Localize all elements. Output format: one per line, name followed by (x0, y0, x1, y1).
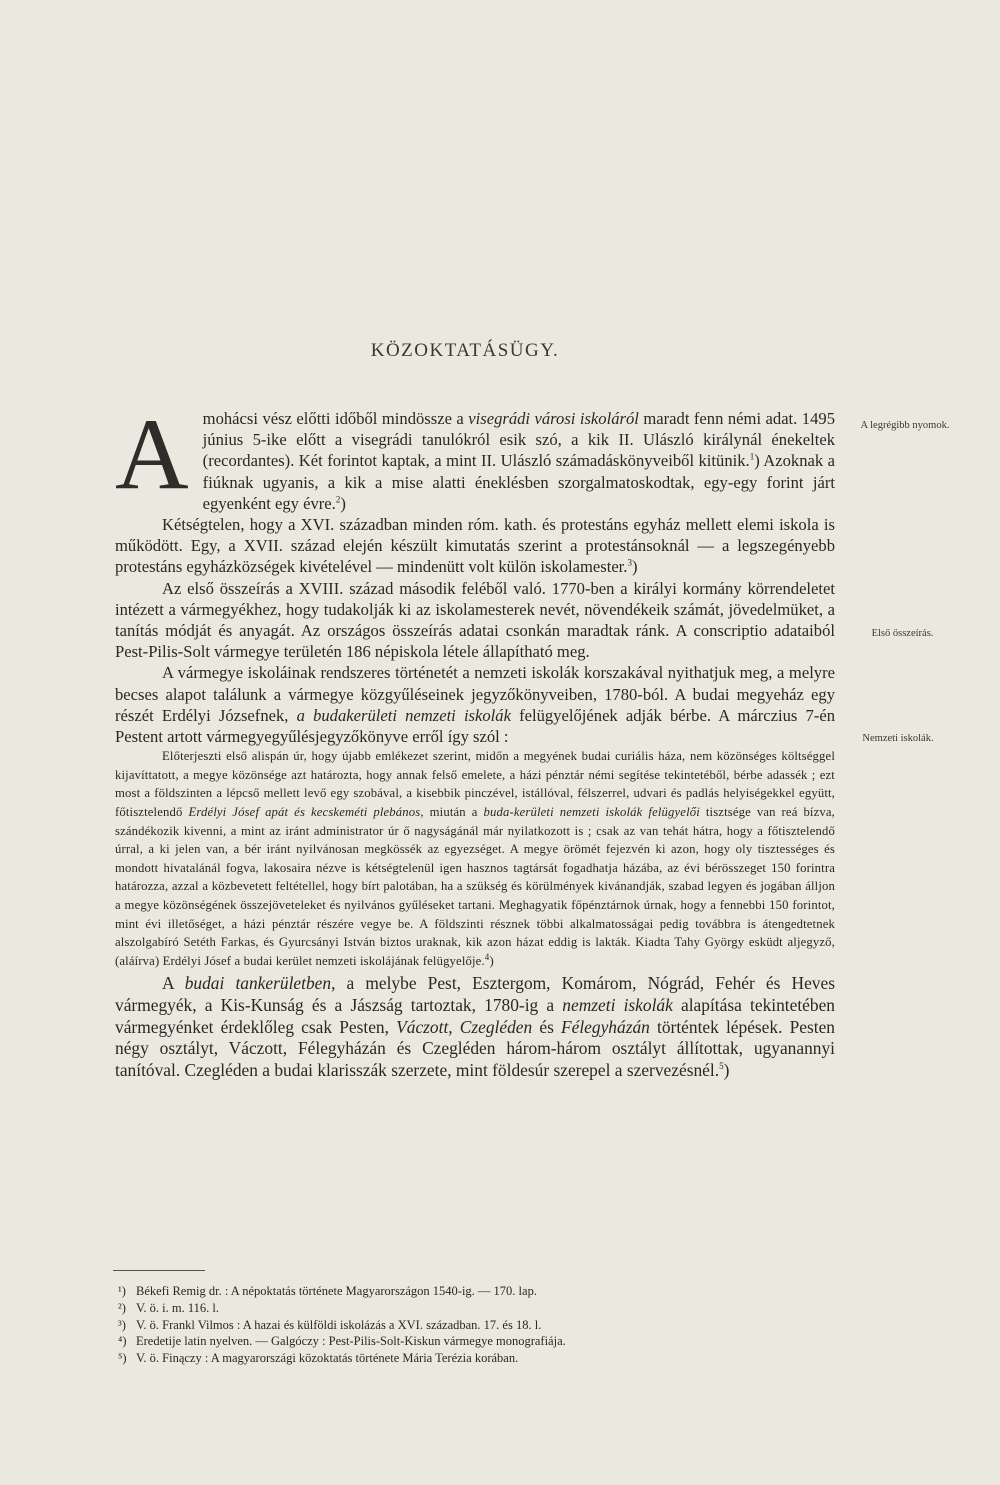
text-run: A vármegye iskoláinak rendszeres történetét a nemzeti iskolák korszakával nyithatjuk meg, a melyre becses alapot találunk a vármegye közgyűléseinek jegyzőkönyveiben, 1780-ból. A budai megyeház egy részét Erdélyi Józsefnek, (115, 663, 835, 725)
footnote-5 (118, 1350, 838, 1367)
text-run: ) (489, 953, 494, 968)
footnote-ref: 3 (627, 557, 632, 568)
italic-run: budai tankerületben (184, 973, 332, 994)
text-run: A (162, 973, 185, 994)
footnote-number: ¹) (118, 1284, 126, 1298)
footnote-number: ⁵) (118, 1351, 127, 1366)
drop-cap: A (115, 398, 189, 511)
paragraph-3: Az első összeírás a XVIII. század második feléből való. 1770-ben a királyi kormány körrendeletet intézett a vármegyékhez, hogy tudakolják ki az iskolamesterek nevét, növendékeik számát, jövedelmüket, a tanítás módját és anyagát. Az országos összeírás adatai csonkán maradtak ránk. A conscriptio adataiból Pest-Pilis-Solt vármegye területén 186 népiskola létele állapítható meg. (115, 578, 835, 662)
text-run: , a melybe Pest, Esztergom, Komárom, Nógrád, Fehér és Heves vármegyék, a Kis-Kunság és a Jászság tartoztak, 1780-ig a (115, 973, 835, 1015)
text-run: és (532, 1016, 561, 1037)
text-run: ) (340, 493, 346, 513)
footnotes (118, 1283, 838, 1367)
text-run: ) (723, 1059, 730, 1080)
paragraph-1 (115, 398, 835, 514)
italic-run: Váczott, Czegléden (396, 1016, 533, 1037)
footnote-1 (118, 1283, 838, 1300)
margin-note-oldest-traces: A legrégibb nyomok. (860, 420, 950, 431)
margin-note-national-schools: Nemzeti iskolák. (862, 733, 934, 744)
footnote-number: ²) (118, 1300, 126, 1315)
italic-run: Erdélyi Jósef apát és kecskeméti plebános, (188, 805, 424, 820)
footnote-number: ⁴) (118, 1334, 127, 1349)
paragraph-2 (115, 514, 835, 578)
text-run: Kétségtelen, hogy a XVI. században minden róm. kath. és protestáns egyház mellett elemi iskola is működött. Egy, a XVII. század elején készült kimutatás szerint a protestánsoknál — a legszegényebb protestáns egyházközségek kivételével — mindenütt volt külön iskolamester. (115, 515, 835, 577)
text-run: alapítása tekintetében vármegyénket érdeklőleg csak Pesten, (115, 994, 835, 1037)
text-run: felügyelőjének adják bérbe. A márczius 7-én Pestent artott vármegyegyűlésjegyzőkönyve erről így szól : (115, 705, 836, 747)
italic-run: visegrádi városi iskoláról (468, 409, 639, 428)
footnote-text: Eredetije latin nyelven. — Galgóczy : Pest-Pilis-Solt-Kiskun vármegye monografiája. (136, 1334, 566, 1349)
text-run: ) (631, 557, 638, 577)
footnote-text: V. ö. Finączy : A magyarországi közoktatás története Mária Terézia korában. (136, 1351, 519, 1366)
text-run: történtek lépések. Pesten négy osztályt, Váczott, Félegyházán és Czegléden három-három osztályt állítottak, ugyanannyi tanítóval. Czegléden a budai klarisszák szerzete, mint földesúr szerepel a szervezésnél. (115, 1016, 835, 1080)
footnote-number: ³) (118, 1317, 126, 1332)
footnote-ref: 1 (749, 451, 755, 462)
footnote-text: V. ö. i. m. 116. l. (136, 1300, 219, 1315)
italic-run: nemzeti iskolák (562, 994, 673, 1015)
footnote-4 (118, 1333, 838, 1350)
footnote-3 (118, 1317, 838, 1334)
quoted-minutes (115, 747, 835, 970)
margin-note-first-census: Első összeírás. (871, 628, 934, 639)
footnote-ref: 4 (484, 951, 490, 962)
text-run: ) Azoknak a fiúknak ugyanis, a kik a mise alatti éneklésben szorgalmatoskodtak, egy-egy forint járt egyenként egy évre. (202, 451, 835, 513)
text-run: tisztsége van reá bízva, szándékozik kivenni, a mint az iránt administrator úr ő nagyságánál már nyilatkozott is ; csak az van tehát hátra, hogy a főtisztelendő úrral, a ki jelen van, a bér iránt nyilvánosan megkössék az egyezséget. A megye örömét fejezvén ki azon, hogy oly tisztességes és mondott hivatalánál fogva, lakosaira nézve is kétségtelenül igen hasznos tagtársát fogadhatja házába, az évi bérösszeget 150 forintra határozza, azzal a közbevetett feltétellel, hogy bírt palotában, ha a szükség és körülmények kivánandják, szabad legyen és jogában álljon a megye közönségének összejöveteleket és nyilvános gyűléseket tartani. Meghagyatik főpénztárnok úrnak, hogy a fennebbi 150 forintot, mint évi illetőséget, a házi pénztár részére vegye be. A földszinti résznek többi alkalmatosságai pedig továbbra is átengedtetnek alszolgabíró Setéth Farkas, és Gyurcsányi István biztos uraknak, kik azon házat eddig is lakták. Kiadta Tahy György esküdt aljegyző, (aláírva) Erdélyi Jósef a budai kerület nemzeti iskolájának felügyelője. (115, 805, 835, 968)
page-title: KÖZOKTATÁSÜGY. (370, 340, 560, 361)
paragraph-4 (115, 662, 835, 747)
paragraph-5-block (115, 973, 835, 1081)
paragraph-5 (115, 973, 835, 1081)
footnote-text: V. ö. Frankl Vilmos : A hazai és külföldi iskolázás a XVI. században. 17. és 18. l. (136, 1317, 542, 1332)
text-run: miután a (423, 805, 484, 820)
italic-run: Félegyházán (561, 1016, 650, 1037)
italic-run: buda-kerületi nemzeti iskolák felügyelői (483, 805, 700, 820)
footnote-ref: 5 (719, 1060, 724, 1071)
footnote-ref: 2 (335, 494, 341, 505)
footnote-text: Békefi Remig dr. : A népoktatás története Magyarországon 1540-ig. — 170. lap. (136, 1284, 537, 1298)
text-run: Előterjeszti első alispán úr, hogy újabb emlékezet szerint, midőn a megyének budai curiális háza, nem közönséges költséggel kijavíttatott, a megye közönsége azt határozta, hogy annak felső emelete, a házi pénztár némi segítése tekintetéből, bérbe adassék ; ezt most a földszinten a lépcső mellett levő egy szobával, a kisebbik pinczével, istállóval, félszerrel, udvari és padlás helyiségekkel együtt, főtisztelendő (115, 749, 835, 820)
text-run: maradt fenn némi adat. 1495 június 5-ike előtt a visegrádi tanulókról esik szó, a kik II. Ulászló királynál énekeltek (recordantes). Két forintot kaptak, a mint II. Ulászló számadáskönyveiből kitünik. (202, 409, 835, 471)
footnote-2 (118, 1300, 838, 1317)
footnote-divider (113, 1270, 205, 1271)
text-run: mohácsi vész előtti időből mindössze a (202, 409, 469, 428)
main-text (115, 398, 836, 1081)
italic-run: a budakerületi nemzeti iskolák (296, 705, 511, 725)
